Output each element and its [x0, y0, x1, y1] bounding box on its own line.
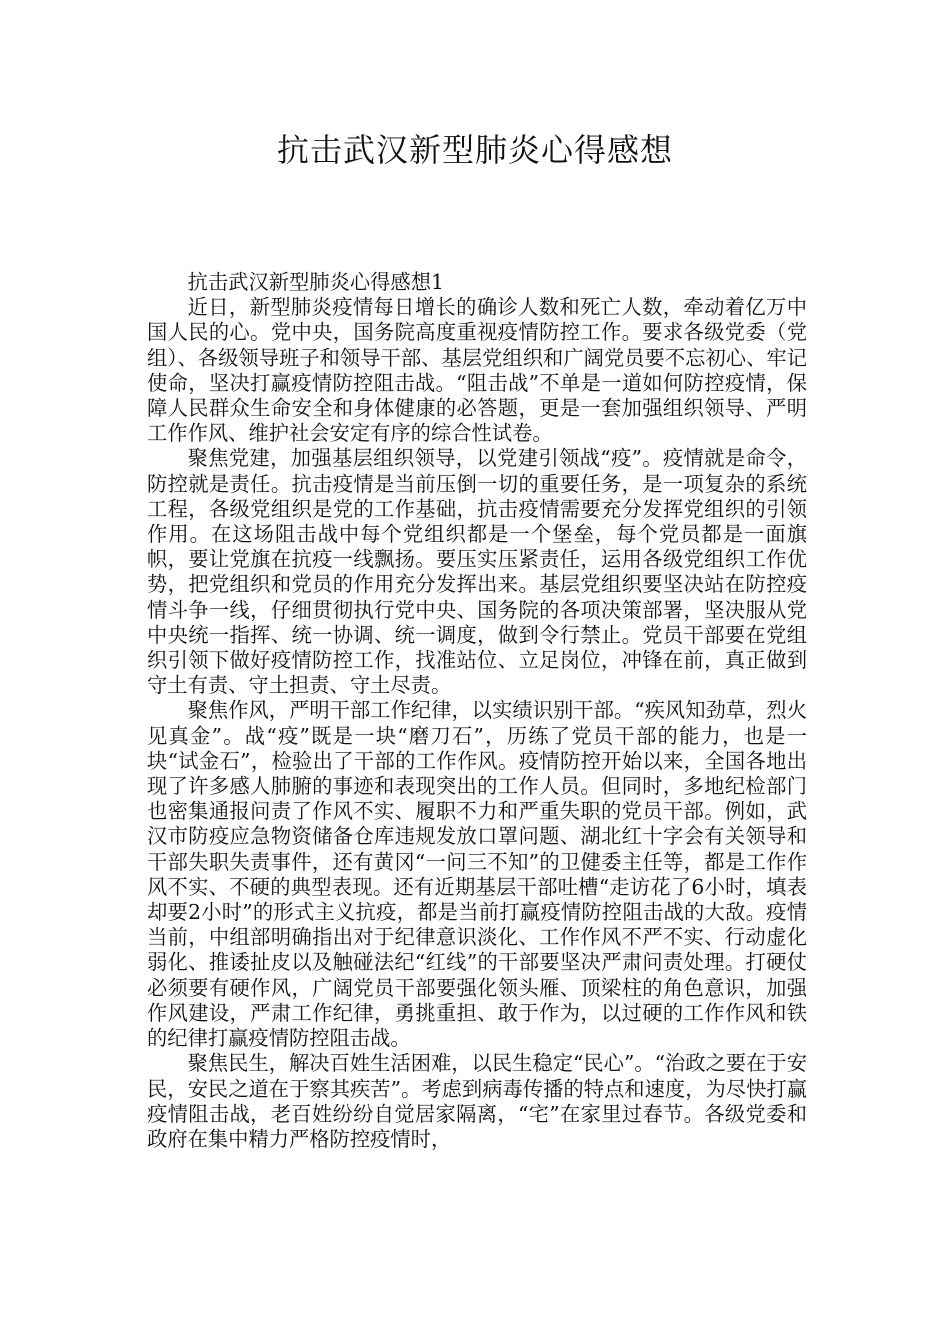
paragraph-intro: 近日，新型肺炎疫情每日增长的确诊人数和死亡人数，牵动着亿万中国人民的心。党中央，国务院高度重视疫情防控工作。要求各级党委（党组）、各级领导班子和领导干部、基层党组织和广阔党员要不忘初心、牢记使命，坚决打赢疫情防控阻击战。“阻击战”不单是一道如何防控疫情，保障人民群众生命安全和身体健康的必答题，更是一套加强组织领导、严明工作作风、维护社会安定有序的综合性试卷。	[147, 295, 807, 446]
paragraph-work-style: 聚焦作风，严明干部工作纪律，以实绩识别干部。“疾风知劲草，烈火见真金”。战“疫”既是一块“磨刀石”，历练了党员干部的能力，也是一块“试金石”，检验出了干部的工作作风。疫情防控开始以来，全国各地出现了许多感人肺腑的事迹和表现突出的工作人员。但同时，多地纪检部门也密集通报问责了作风不实、履职不力和严重失职的党员干部。例如，武汉市防疫应急物资储备仓库违规发放口罩问题、湖北红十字会有关领导和干部失职失责事件，还有黄冈“一问三不知”的卫健委主任等，都是工作作风不实、不硬的典型表现。还有近期基层干部吐槽“走访花了6小时，填表却要2小时”的形式主义抗疫，都是当前打赢疫情防控阻击战的大敌。疫情当前，中组部明确指出对于纪律意识淡化、工作作风不严不实、行动虚化弱化、推诿扯皮以及触碰法纪“红线”的干部要坚决严肃问责处理。打硬仗必须要有硬作风，广阔党员干部要强化领头雁、顶梁柱的角色意识，加强作风建设，严肃工作纪律，勇挑重担、敢于作为，以过硬的工作作风和铁的纪律打赢疫情防控阻击战。	[147, 698, 807, 1051]
paragraph-party-building: 聚焦党建，加强基层组织领导，以党建引领战“疫”。疫情就是命令，防控就是责任。抗击疫情是当前压倒一切的重要任务，是一项复杂的系统工程，各级党组织是党的工作基础，抗击疫情需要充分发挥党组织的引领作用。在这场阻击战中每个党组织都是一个堡垒，每个党员都是一面旗帜，要让党旗在抗疫一线飘扬。要压实压紧责任，运用各级党组织工作优势，把党组织和党员的作用充分发挥出来。基层党组织要坚决站在防控疫情斗争一线，仔细贯彻执行党中央、国务院的各项决策部署，坚决服从党中央统一指挥、统一协调、统一调度，做到令行禁止。党员干部要在党组织引领下做好疫情防控工作，找准站位、立足岗位，冲锋在前，真正做到守土有责、守土担责、守土尽责。	[147, 446, 807, 698]
section-heading: 抗击武汉新型肺炎心得感想1	[187, 270, 444, 294]
document-body	[147, 270, 807, 1152]
document-title: 抗击武汉新型肺炎心得感想	[276, 131, 673, 169]
paragraph-livelihood: 聚焦民生，解决百姓生活困难，以民生稳定“民心”。“治政之要在于安民，安民之道在于察其疾苦”。考虑到病毒传播的特点和速度，为尽快打赢疫情阻击战，老百姓纷纷自觉居家隔离，“宅”在家里过春节。各级党委和政府在集中精力严格防控疫情时，	[147, 1051, 807, 1151]
